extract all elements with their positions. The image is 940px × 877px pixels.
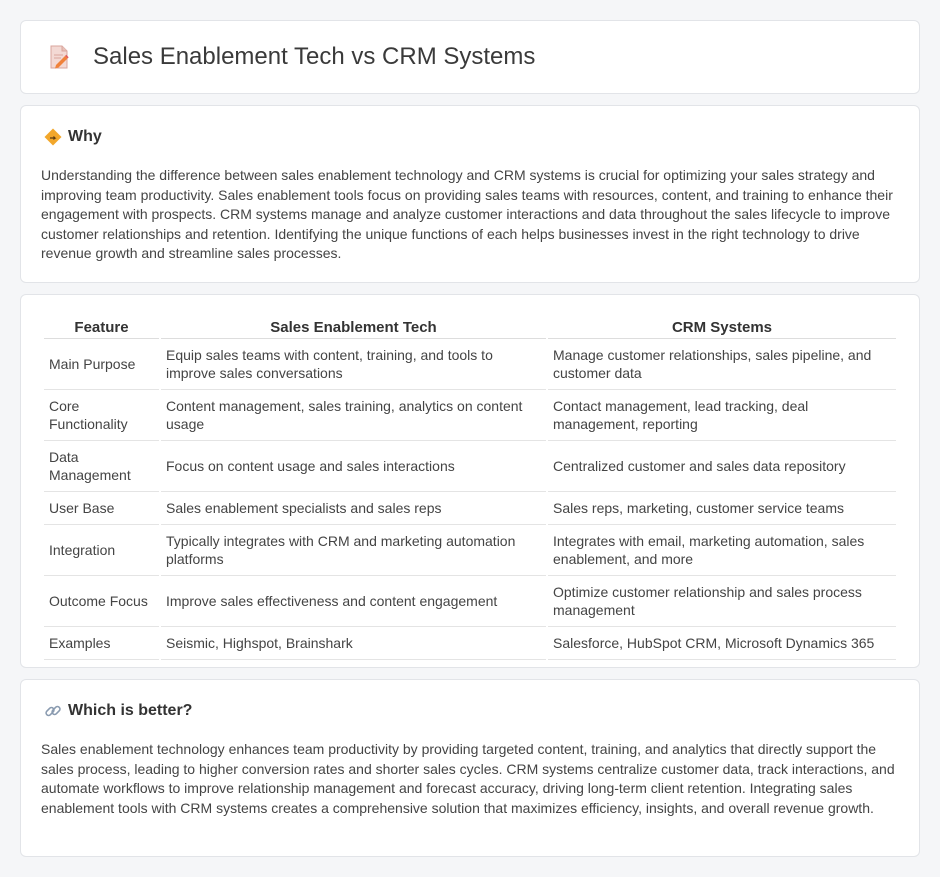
sales-enablement-cell: Equip sales teams with content, training, and tools to improve sales conversations	[161, 339, 546, 390]
crm-cell: Integrates with email, marketing automation, sales enablement, and more	[548, 525, 896, 576]
table-row	[44, 441, 896, 492]
sales-enablement-cell: Improve sales effectiveness and content engagement	[161, 576, 546, 627]
better-heading	[44, 702, 899, 720]
which-is-better-section	[20, 679, 920, 857]
crm-cell: Centralized customer and sales data repository	[548, 441, 896, 492]
crm-cell: Contact management, lead tracking, deal management, reporting	[548, 390, 896, 441]
comparison-table-card	[20, 294, 920, 668]
feature-cell: Data Management	[44, 441, 159, 492]
header-sales-enablement: Sales Enablement Tech	[161, 315, 546, 339]
feature-cell: Main Purpose	[44, 339, 159, 390]
better-title: Which is better?	[68, 702, 193, 719]
feature-cell: Examples	[44, 627, 159, 660]
table-row	[44, 525, 896, 576]
document-pencil-icon	[47, 44, 71, 70]
sales-enablement-cell: Seismic, Highspot, Brainshark	[161, 627, 546, 660]
feature-cell: Integration	[44, 525, 159, 576]
header-card	[20, 20, 920, 94]
sales-enablement-cell: Content management, sales training, analytics on content usage	[161, 390, 546, 441]
why-heading	[44, 128, 899, 146]
link-icon	[44, 702, 62, 720]
why-section	[20, 105, 920, 283]
why-title: Why	[68, 128, 102, 145]
header-crm: CRM Systems	[548, 315, 896, 339]
table-row	[44, 627, 896, 660]
feature-cell: User Base	[44, 492, 159, 525]
sales-enablement-cell: Typically integrates with CRM and marketing automation platforms	[161, 525, 546, 576]
crm-cell: Sales reps, marketing, customer service teams	[548, 492, 896, 525]
diamond-sign-icon	[44, 128, 62, 146]
table-row	[44, 339, 896, 390]
table-row	[44, 390, 896, 441]
comparison-table	[42, 315, 898, 660]
crm-cell: Manage customer relationships, sales pipeline, and customer data	[548, 339, 896, 390]
better-text: Sales enablement technology enhances team productivity by providing targeted content, training, and analytics that directly support the sales process, leading to higher conversion rates and shorter sales cycles. CRM systems centralize customer data, track interactions, and automate workflows to improve relationship management and forecast accuracy, driving long-term client retention. Integrating sales enablement tools with CRM systems creates a comprehensive solution that maximizes efficiency, insights, and overall revenue growth.	[41, 741, 895, 816]
crm-cell: Salesforce, HubSpot CRM, Microsoft Dynamics 365	[548, 627, 896, 660]
header-feature: Feature	[44, 315, 159, 339]
crm-cell: Optimize customer relationship and sales process management	[548, 576, 896, 627]
page-title: Sales Enablement Tech vs CRM Systems	[93, 43, 536, 70]
feature-cell: Outcome Focus	[44, 576, 159, 627]
feature-cell: Core Functionality	[44, 390, 159, 441]
sales-enablement-cell: Sales enablement specialists and sales reps	[161, 492, 546, 525]
table-row	[44, 492, 896, 525]
table-header-row	[44, 315, 896, 339]
why-text: Understanding the difference between sales enablement technology and CRM systems is crucial for optimizing your sales strategy and improving team productivity. Sales enablement tools focus on providing sales teams with resources, content, and training to enhance their engagement with prospects. CRM systems manage and analyze customer interactions and data throughout the sales lifecycle to improve customer relationships and retention. Identifying the unique functions of each helps businesses invest in the right technology to drive revenue growth and streamline sales processes.	[41, 167, 893, 262]
sales-enablement-cell: Focus on content usage and sales interactions	[161, 441, 546, 492]
table-row	[44, 576, 896, 627]
